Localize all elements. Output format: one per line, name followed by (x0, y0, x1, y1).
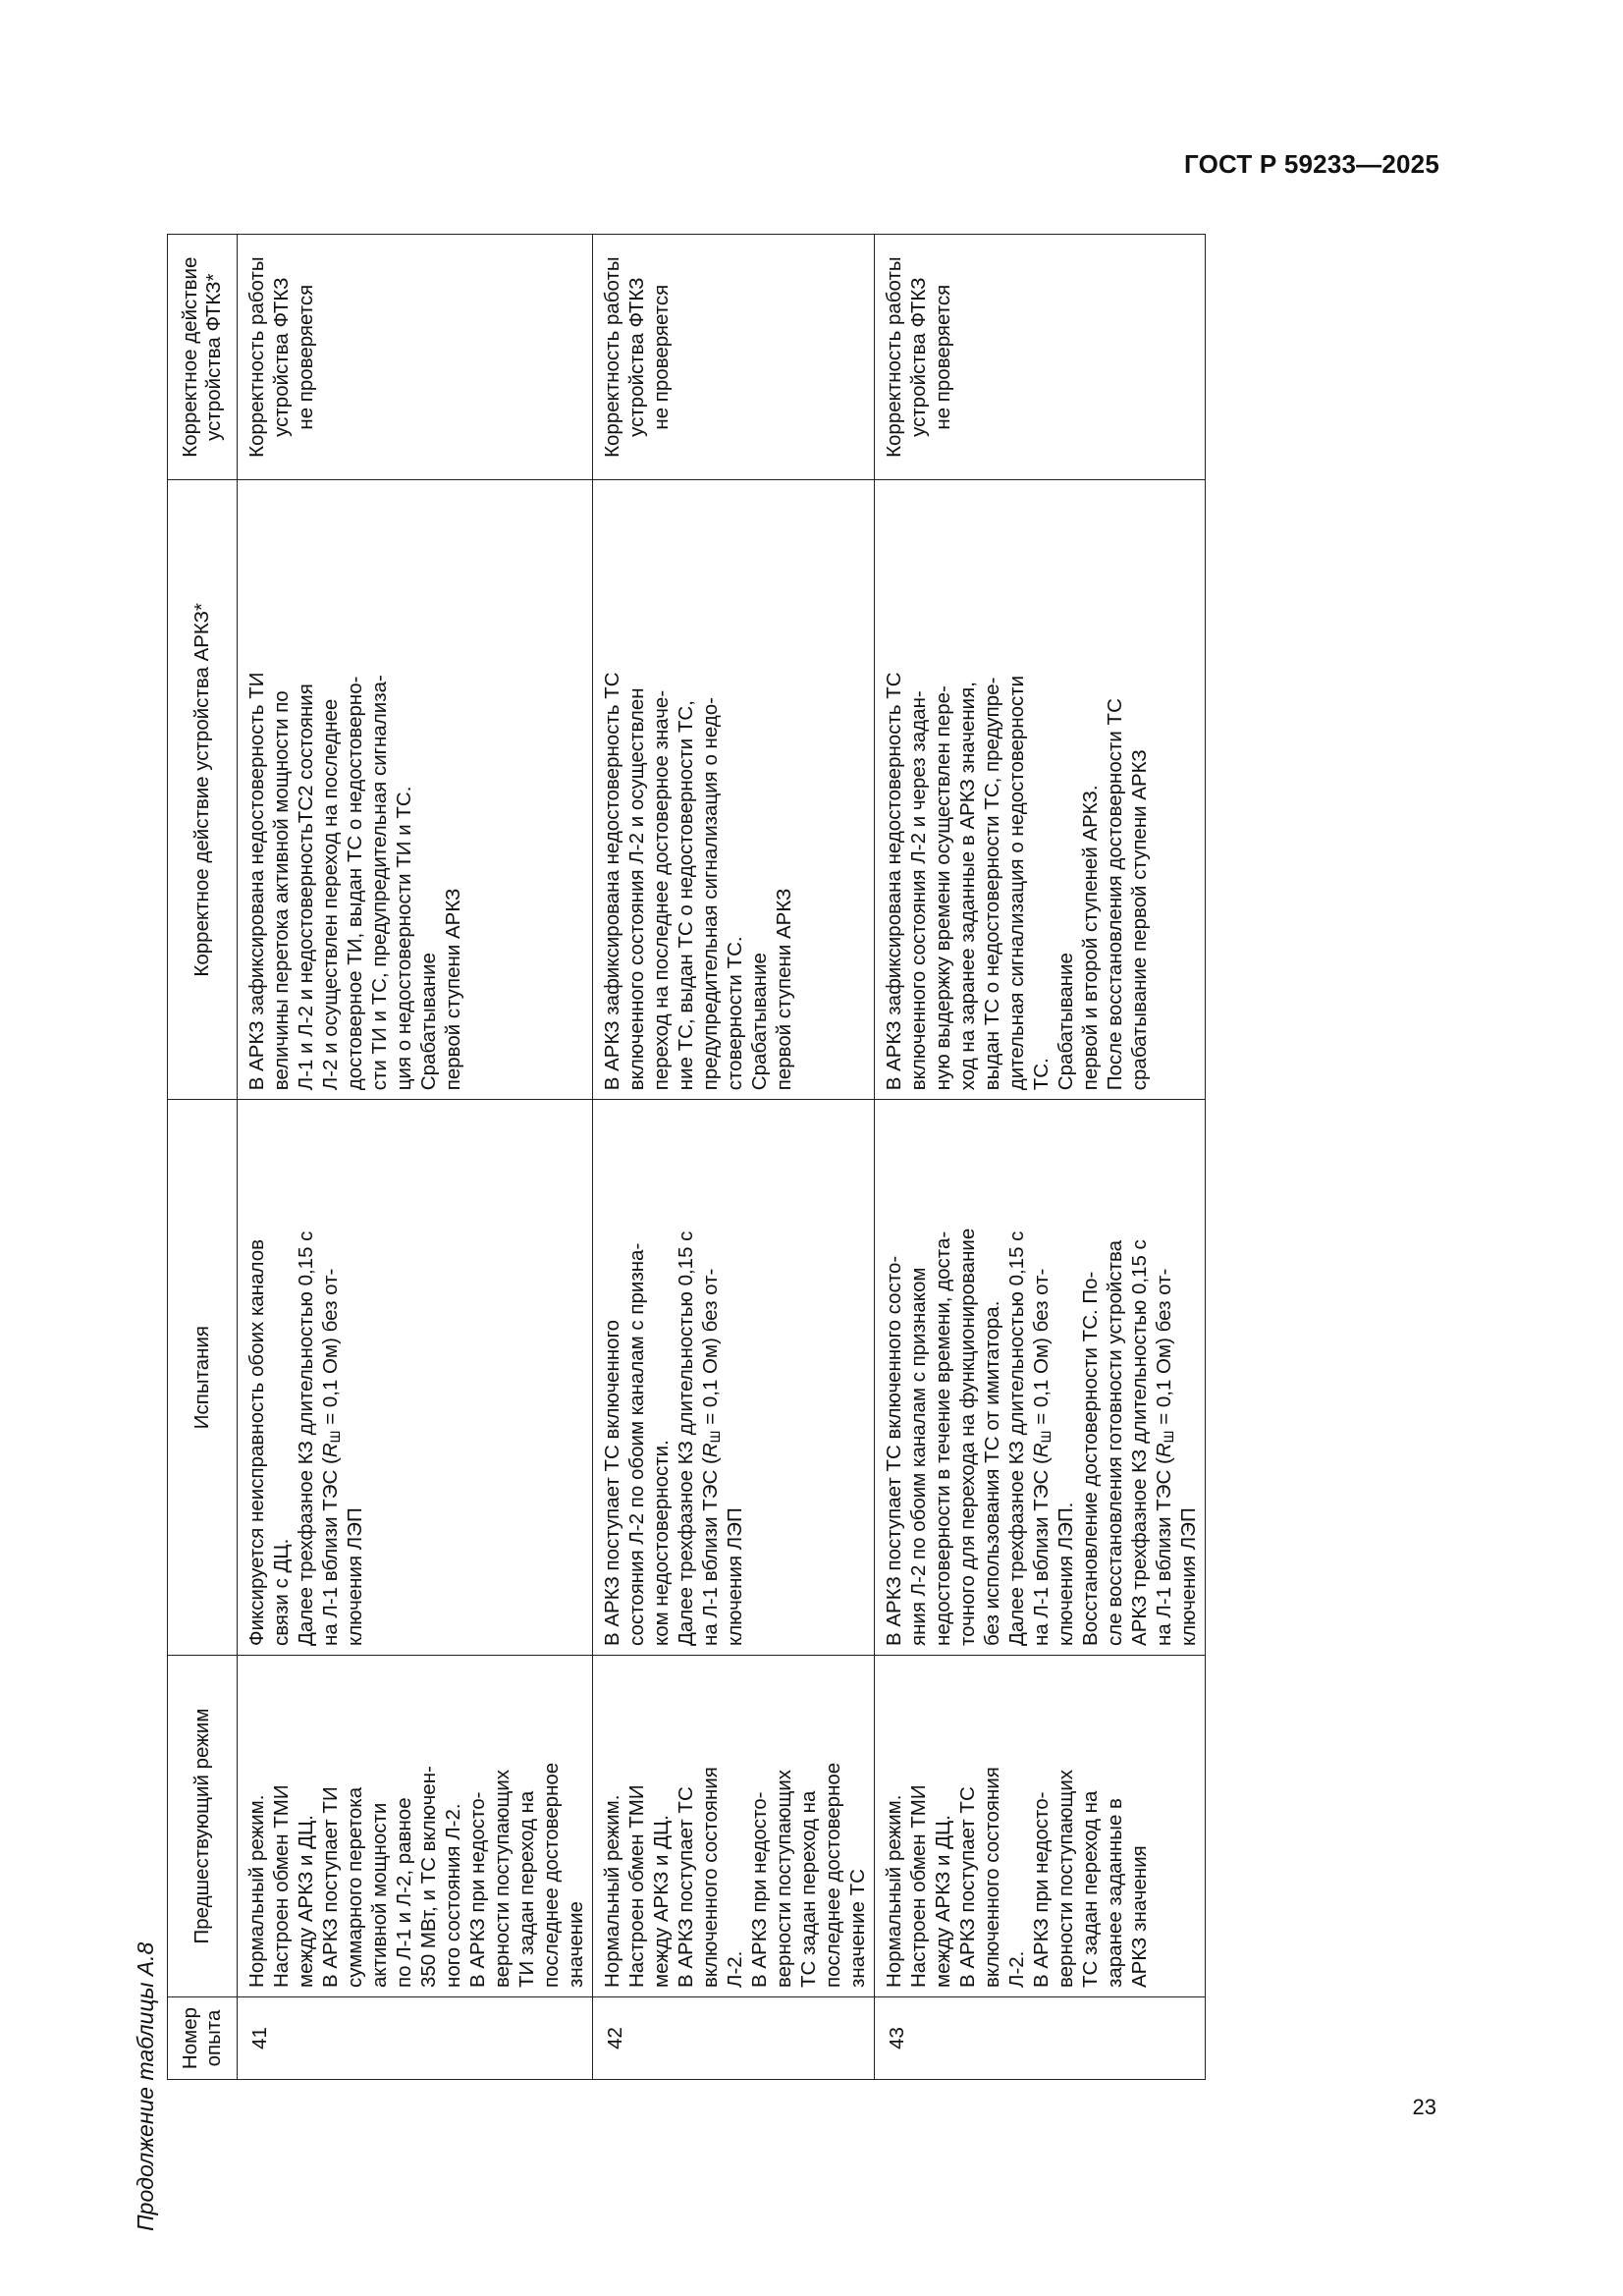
text-fragment: на Л-1 вблизи ТЭС ( (1153, 1457, 1175, 1646)
arkz-action-cell (593, 480, 875, 1100)
cell-line: Настроен обмен ТМИ (625, 1784, 648, 1988)
table-body (238, 235, 1206, 2080)
cell-line: В АРКЗ поступает ТС включенного (601, 1320, 623, 1646)
cell-line: ход на заранее заданные в АРКЗ значения, (956, 682, 979, 1091)
page-number: 23 (1412, 2095, 1436, 2119)
cell-line: связи с ДЦ. (270, 1538, 293, 1646)
resistance-symbol: R (1153, 1443, 1175, 1458)
cell-line: устройства ФТКЗ (625, 277, 648, 437)
table-row (593, 235, 875, 2080)
cell-line: ключения ЛЭП (1177, 1507, 1200, 1646)
table-header-row (168, 235, 238, 2080)
cell-line: После восстановления достоверности ТС (1104, 698, 1126, 1091)
cell-line: дительная сигнализация о недостоверности (1005, 675, 1028, 1091)
cell-line: между АРКЗ и ДЦ. (650, 1815, 673, 1988)
cell-line: не проверяется (295, 284, 317, 430)
cell-line: без использования ТС от имитатора. (981, 1300, 1003, 1646)
header-line: Номер (179, 2006, 201, 2070)
header-line: Испытания (190, 1325, 213, 1430)
cell-line: срабатывание первой ступени АРКЗ (1128, 749, 1151, 1091)
header-line: Предшествующий режим (190, 1708, 213, 1944)
cell-line: 350 МВт, и ТС включен- (417, 1766, 440, 1988)
cell-line: значение ТС (846, 1869, 869, 1988)
cell-line: суммарного перетока (344, 1786, 366, 1988)
cell-line: ключения ЛЭП. (1055, 1502, 1077, 1646)
cell-line: Нормальный режим. (601, 1794, 623, 1988)
cell-line: В АРКЗ зафиксирована недостоверность ТС (883, 672, 905, 1091)
cell-line: Срабатывание (748, 953, 771, 1091)
header-line: опыта (202, 2009, 225, 2067)
cell-line: верности поступающих (773, 1769, 795, 1988)
arkz-action-cell (238, 480, 593, 1100)
cell-line: ком недостоверности. (650, 1440, 673, 1646)
cell-line: предупредительная сигнализация о недо- (699, 697, 722, 1091)
cell-line: первой ступени АРКЗ (773, 888, 795, 1091)
ftkz-action-cell (875, 235, 1206, 480)
cell-line: Далее трехфазное КЗ длительностью 0,15 с (295, 1230, 317, 1646)
text-fragment: = 0,1 Ом) без от- (1030, 1268, 1053, 1431)
resistance-symbol: R (699, 1443, 722, 1458)
cell-line: ную выдержку времени осуществлен пере- (932, 685, 954, 1091)
cell-line: Л-2 и осуществлен переход на последнее (319, 698, 342, 1091)
table-continuation-caption: Продолжение таблицы А.8 (133, 1941, 158, 2231)
header-line: Корректное действие (179, 256, 201, 458)
resistance-subscript: Ш (707, 1430, 723, 1444)
cell-line: ключения ЛЭП (344, 1507, 366, 1646)
cell-line: АРКЗ значения (1128, 1845, 1151, 1988)
cell-line: Фиксируется неисправность обоих каналов (245, 1239, 268, 1646)
cell-line: включенного состояния Л-2 и осуществлен (625, 687, 648, 1091)
cell-line: Далее трехфазное КЗ длительностью 0,15 с (1005, 1230, 1028, 1646)
cell-line (698, 1109, 723, 1646)
cell-line: последнее достоверное (822, 1762, 844, 1988)
cell-line: между АРКЗ и ДЦ. (932, 1815, 954, 1988)
text-fragment: = 0,1 Ом) без от- (699, 1268, 722, 1431)
header-col-prior-mode (168, 1655, 238, 1996)
cell-line: первой ступени АРКЗ (442, 888, 464, 1091)
cell-line: достоверное ТИ, выдан ТС о недостоверно- (344, 676, 366, 1091)
cell-line: между АРКЗ и ДЦ. (295, 1815, 317, 1988)
cell-line: В АРКЗ поступает ТС включенного состо- (883, 1255, 905, 1646)
cell-line: Корректность работы (601, 256, 623, 458)
tests-cell (875, 1100, 1206, 1656)
cell-line: В АРКЗ при недосто- (466, 1791, 489, 1988)
cell-line: первой и второй ступеней АРКЗ. (1079, 785, 1102, 1091)
cell-line: В АРКЗ поступает ТС (675, 1786, 697, 1988)
cell-line: не проверяется (650, 284, 673, 430)
cell-line: сле восстановления готовности устройства (1104, 1239, 1126, 1646)
resistance-symbol: R (319, 1443, 342, 1458)
table-row (238, 235, 593, 2080)
header-col-arkz-action (168, 480, 238, 1100)
cell-line: устройства ФТКЗ (270, 277, 293, 437)
cell-line: сти ТИ и ТС, предупредительная сигнализа- (368, 675, 391, 1091)
cell-line: стоверности ТС. (724, 936, 746, 1091)
cell-line: ного состояния Л-2. (442, 1803, 464, 1988)
cell-line: переход на последнее достоверное значе- (650, 689, 673, 1091)
cell-line: ТС задан переход на (797, 1790, 820, 1988)
text-fragment: = 0,1 Ом) без от- (319, 1268, 342, 1431)
cell-line: В АРКЗ зафиксирована недостоверность ТС (601, 672, 623, 1091)
cell-line: верности поступающих (491, 1769, 514, 1988)
tests-cell (593, 1100, 875, 1656)
cell-line: включенного состояния (699, 1767, 722, 1988)
text-fragment: на Л-1 вблизи ТЭС ( (1030, 1457, 1053, 1646)
cell-line: ние ТС, выдан ТС о недостоверности ТС, (675, 700, 697, 1091)
prior-mode-cell (593, 1655, 875, 1996)
cell-line (1152, 1109, 1176, 1646)
ftkz-action-cell (593, 235, 875, 480)
cell-line: недостоверности в течение времени, доста- (932, 1230, 954, 1646)
header-col-number (168, 1997, 238, 2080)
cell-line: Л-1 и Л-2 и недостоверностьТС2 состояния (295, 683, 317, 1091)
cell-line: Настроен обмен ТМИ (270, 1784, 293, 1988)
cell-line: ключения ЛЭП (724, 1507, 746, 1646)
cell-line (318, 1109, 343, 1646)
cell-line: включенного состояния Л-2 и через задан- (907, 690, 930, 1091)
cell-line: Настроен обмен ТМИ (907, 1784, 930, 1988)
resistance-subscript: Ш (1161, 1430, 1176, 1444)
table-row (875, 235, 1206, 2080)
cell-line: Срабатывание (1055, 953, 1077, 1091)
cell-line: состояния Л-2 по обоим каналам с призна- (625, 1242, 648, 1646)
header-line: Корректное действие устройства АРКЗ* (190, 603, 213, 977)
cell-line: ТС. (1030, 1058, 1053, 1091)
resistance-subscript: Ш (1038, 1430, 1054, 1444)
cell-line: величины перетока активной мощности по (270, 690, 293, 1091)
cell-line: Далее трехфазное КЗ длительностью 0,15 с (675, 1230, 697, 1646)
tests-cell (238, 1100, 593, 1656)
test-number-cell: 43 (875, 1997, 1206, 2080)
text-fragment: = 0,1 Ом) без от- (1153, 1268, 1175, 1431)
header-col-tests (168, 1100, 238, 1656)
cell-line: Нормальный режим. (883, 1794, 905, 1988)
cell-line: АРКЗ трехфазное КЗ длительностью 0,15 с (1128, 1239, 1151, 1646)
arkz-action-cell (875, 480, 1206, 1100)
cell-line: значение (565, 1901, 587, 1988)
cell-line: Корректность работы (883, 256, 905, 458)
cell-line: Л-2. (724, 1950, 746, 1988)
cell-line: В АРКЗ при недосто- (1030, 1791, 1053, 1988)
header-col-ftkz-action (168, 235, 238, 480)
cell-line: В АРКЗ поступает ТИ (319, 1786, 342, 1988)
text-fragment: на Л-1 вблизи ТЭС ( (319, 1457, 342, 1646)
text-fragment: на Л-1 вблизи ТЭС ( (699, 1457, 722, 1646)
prior-mode-cell (238, 1655, 593, 1996)
cell-line: последнее достоверное (540, 1762, 563, 1988)
cell-line: заранее заданные в (1104, 1798, 1126, 1988)
resistance-subscript: Ш (327, 1430, 343, 1444)
cell-line: В АРКЗ зафиксирована недостоверность ТИ (245, 672, 268, 1091)
cell-line: активной мощности (368, 1802, 391, 1988)
cell-line: не проверяется (932, 284, 954, 430)
cell-line: Корректность работы (245, 256, 268, 458)
cell-line: по Л-1 и Л-2, равное (393, 1797, 415, 1988)
test-table (167, 234, 1206, 2080)
cell-line: ТС задан переход на (1079, 1790, 1102, 1988)
cell-line: В АРКЗ поступает ТС (956, 1786, 979, 1988)
cell-line: Л-2. (1005, 1950, 1028, 1988)
cell-line: В АРКЗ при недосто- (748, 1791, 771, 1988)
standard-designation: ГОСТ Р 59233—2025 (1184, 149, 1439, 179)
cell-line: устройства ФТКЗ (907, 277, 930, 437)
cell-line (1029, 1109, 1054, 1646)
cell-line: выдан ТС о недостоверности ТС, предупре- (981, 677, 1003, 1091)
resistance-symbol: R (1030, 1443, 1053, 1458)
cell-line: Срабатывание (417, 953, 440, 1091)
cell-line: яния Л-2 по обоим каналам с признаком (907, 1267, 930, 1646)
ftkz-action-cell (238, 235, 593, 480)
test-number-cell: 41 (238, 1997, 593, 2080)
cell-line: верности поступающих (1055, 1769, 1077, 1988)
cell-line: ТИ задан переход на (515, 1790, 538, 1988)
cell-line: включенного состояния (981, 1767, 1003, 1988)
test-number-cell: 42 (593, 1997, 875, 2080)
header-line: устройства ФТКЗ* (202, 273, 225, 441)
prior-mode-cell (875, 1655, 1206, 1996)
test-table-container (167, 234, 1200, 2080)
cell-line: ция о недостоверности ТИ и ТС. (393, 786, 415, 1091)
cell-line: Восстановление достоверности ТС. По- (1079, 1271, 1102, 1646)
cell-line: точного для перехода на функционирование (956, 1228, 979, 1646)
cell-line: Нормальный режим. (245, 1794, 268, 1988)
